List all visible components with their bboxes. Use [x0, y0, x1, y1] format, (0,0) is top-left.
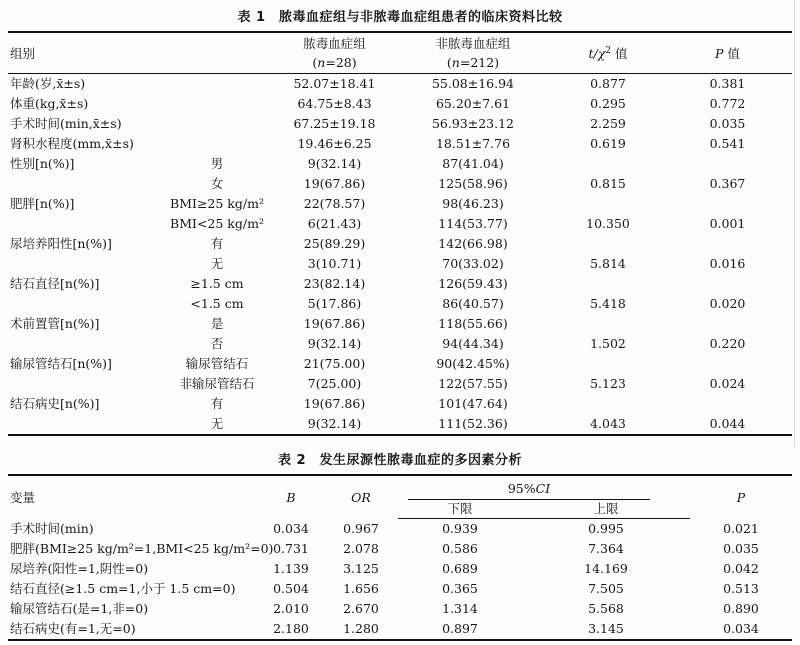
p-value-cell [663, 314, 792, 334]
ci-lower-cell: 0.689 [442, 561, 478, 576]
p-value-cell: 0.381 [709, 76, 746, 91]
row-label-cell: 结石直径(≥1.5 cm=1,小于 1.5 cm=0) [10, 581, 236, 596]
sepsis-value-cell: 64.75±8.43 [297, 96, 372, 111]
sub-label-cell: ≥1.5 cm [190, 276, 244, 291]
ci-upper-cell: 0.995 [588, 521, 624, 536]
statistic-value-cell: 0.815 [590, 176, 626, 191]
table-row [8, 294, 792, 314]
ci-lower-cell: 0.586 [442, 541, 478, 556]
nonsepsis-value-cell: 111(52.36) [438, 416, 508, 431]
sub-label-cell [158, 114, 276, 134]
nonsepsis-value-cell: 56.93±23.12 [431, 116, 515, 131]
table2 [8, 474, 792, 641]
row-label-cell [8, 174, 158, 194]
row-label-cell: 手术时间(min) [10, 520, 94, 536]
p-value-cell: 0.772 [709, 96, 746, 111]
sepsis-value-cell: 22(78.57) [303, 196, 366, 211]
statistic-value-cell: 5.814 [590, 256, 626, 271]
nonsepsis-value-cell: 122(57.55) [438, 376, 508, 391]
p-value-cell: 0.034 [723, 621, 759, 636]
table-row [8, 579, 792, 599]
table1-body [8, 74, 792, 436]
table-row [8, 519, 792, 540]
table-row [8, 134, 792, 154]
table-row [8, 374, 792, 394]
p-value-cell [663, 394, 792, 414]
table-row [8, 194, 792, 214]
table-row [8, 539, 792, 559]
sepsis-value-cell: 52.07±18.41 [293, 76, 376, 91]
table2-header-ci-lower: 下限 [398, 500, 522, 519]
p-value-cell: 0.890 [723, 601, 759, 616]
table2-header-row1 [8, 475, 792, 500]
ci-upper-cell: 3.145 [588, 621, 624, 636]
ci-upper-cell: 7.364 [588, 541, 624, 556]
p-value-cell [663, 234, 792, 254]
row-label-cell: 结石病史(有=1,无=0) [10, 621, 136, 636]
row-label-cell: 尿培养(阳性=1,阴性=0) [10, 561, 149, 576]
sub-label-cell [158, 94, 276, 114]
b-value-cell: 2.180 [273, 621, 309, 636]
table-row [8, 599, 792, 619]
nonsepsis-value-cell: 87(41.04) [442, 156, 504, 171]
b-value-cell: 0.034 [273, 520, 309, 536]
sepsis-value-cell: 67.25±19.18 [293, 116, 376, 131]
nonsepsis-value-cell: 98(46.23) [442, 196, 504, 211]
p-value-cell: 0.513 [723, 581, 759, 596]
row-label-cell: 术前置管[n(%)] [10, 316, 100, 331]
ci-upper-cell: 5.568 [588, 601, 624, 616]
table1 [8, 31, 792, 436]
sepsis-value-cell: 19.46±6.25 [297, 136, 372, 151]
p-value-cell [663, 274, 792, 294]
n-symbol: n [451, 55, 460, 70]
row-label-cell [8, 294, 158, 314]
nonsepsis-value-cell: 125(58.96) [438, 176, 508, 191]
row-label-cell: 手术时间(min,x̄±s) [10, 116, 122, 131]
sub-label-cell [158, 134, 276, 154]
statistic-value-cell: 5.123 [590, 376, 626, 391]
table-row [8, 414, 792, 435]
nonsepsis-value-cell: 142(66.98) [438, 236, 508, 251]
b-value-cell: 1.139 [273, 561, 309, 576]
ci-lower-cell: 0.897 [442, 621, 478, 636]
statistic-value-cell: 2.259 [590, 116, 626, 131]
sepsis-value-cell: 19(67.86) [303, 176, 366, 191]
table2-header-pvalue: P [736, 489, 746, 505]
nonsepsis-group-n: (n=212) [446, 55, 500, 70]
table-row [8, 74, 792, 95]
nonsepsis-value-cell: 101(47.64) [438, 396, 508, 411]
row-label-cell [8, 254, 158, 274]
table-row [8, 174, 792, 194]
p-value-cell: 0.001 [709, 216, 746, 231]
or-value-cell: 2.670 [343, 601, 379, 616]
nonsepsis-value-cell: 70(33.02) [442, 256, 504, 271]
table-row [8, 354, 792, 374]
row-label-cell: 肥胖(BMI≥25 kg/m²=1,BMI<25 kg/m²=0) [10, 541, 274, 556]
table-row [8, 274, 792, 294]
table1-header-statistic: $t/\chi^2$ 值 [553, 32, 663, 74]
row-label-cell: 结石病史[n(%)] [10, 396, 100, 411]
statistic-value-cell [553, 394, 663, 414]
row-label-cell: 输尿管结石[n(%)] [10, 356, 112, 371]
table-row [8, 234, 792, 254]
table1-header-row [8, 32, 792, 74]
or-value-cell: 0.967 [343, 520, 379, 536]
b-value-cell: 0.731 [273, 541, 309, 556]
table1-header-group: 组别 [8, 32, 158, 74]
table1-title: 表 1 脓毒血症组与非脓毒血症组患者的临床资料比较 [237, 10, 563, 25]
statistic-value-cell: 0.619 [590, 136, 626, 151]
statistic-value-cell: 5.418 [590, 296, 626, 311]
ci-upper-cell: 14.169 [584, 561, 628, 576]
sepsis-value-cell: 6(21.43) [307, 216, 362, 231]
sepsis-group-name: 脓毒血症组 [303, 36, 366, 51]
row-label-cell: 体重(kg,x̄±s) [10, 96, 89, 111]
table-row [8, 214, 792, 234]
row-label-cell [8, 414, 158, 435]
table2-header-variable: 变量 [10, 490, 36, 506]
sepsis-value-cell: 9(32.14) [307, 156, 362, 171]
table-row [8, 559, 792, 579]
table1-header-sepsis [276, 32, 393, 74]
sepsis-value-cell: 7(25.00) [307, 376, 362, 391]
sub-label-cell: 输尿管结石 [185, 356, 249, 371]
sub-label-cell: BMI≥25 kg/m² [170, 196, 264, 211]
nonsepsis-value-cell: 118(55.66) [438, 316, 508, 331]
statistic-value-cell [553, 274, 663, 294]
sub-label-cell: 女 [210, 176, 224, 191]
sepsis-value-cell: 5(17.86) [307, 296, 362, 311]
table-row [8, 254, 792, 274]
statistic-value-cell [553, 154, 663, 174]
sub-label-cell: 男 [210, 156, 224, 171]
nonsepsis-value-cell: 126(59.43) [438, 276, 508, 291]
ci-lower-cell: 0.365 [442, 581, 478, 596]
p-value-cell: 0.024 [709, 376, 746, 391]
table2-title: 表 2 发生尿源性脓毒血症的多因素分析 [277, 453, 523, 468]
p-value-cell: 0.035 [723, 541, 759, 556]
nonsepsis-value-cell: 65.20±7.61 [435, 96, 511, 111]
or-value-cell: 3.125 [343, 561, 379, 576]
table1-header-subcol [158, 32, 276, 74]
statistic-value-cell: 1.502 [590, 336, 626, 351]
scan-edge-artifact [794, 0, 795, 446]
sepsis-value-cell: 21(75.00) [303, 356, 366, 371]
p-value-cell: 0.021 [723, 520, 759, 536]
sepsis-value-cell: 19(67.86) [303, 316, 366, 331]
statistic-value-cell [553, 314, 663, 334]
row-label-cell: 结石直径[n(%)] [10, 276, 100, 291]
or-value-cell: 1.656 [343, 581, 379, 596]
statistic-value-cell: 0.295 [590, 96, 626, 111]
row-label-cell: 性别[n(%)] [10, 156, 75, 171]
sepsis-value-cell: 25(89.29) [303, 236, 366, 251]
p-value-cell: 0.220 [709, 336, 746, 351]
statistic-value-cell [553, 194, 663, 214]
sub-label-cell: BMI<25 kg/m² [170, 216, 264, 231]
ci-label: 95%CI [408, 481, 650, 500]
table-row [8, 334, 792, 354]
sub-label-cell: 否 [210, 336, 224, 351]
ci-lower-cell: 0.939 [442, 521, 478, 536]
sub-label-cell: 是 [210, 316, 224, 331]
sepsis-group-n: (n=28) [312, 55, 357, 70]
p-value-cell: 0.016 [709, 256, 746, 271]
table2-header-ci-group [398, 475, 690, 500]
table-row [8, 314, 792, 334]
p-value-cell: 0.541 [709, 136, 746, 151]
table2-header-ci-upper: 上限 [522, 500, 690, 519]
table-row [8, 619, 792, 640]
table1-header-pvalue: P 值 [663, 32, 792, 74]
sub-label-cell: 无 [210, 256, 224, 271]
sub-label-cell: 无 [210, 416, 224, 431]
nonsepsis-value-cell: 94(44.34) [442, 336, 504, 351]
table1-header [8, 32, 792, 74]
nonsepsis-value-cell: 18.51±7.76 [435, 136, 511, 151]
table1-header-nonsepsis [393, 32, 553, 74]
row-label-cell [8, 214, 158, 234]
table2-header [8, 475, 792, 519]
p-value-cell: 0.042 [723, 561, 759, 576]
sub-label-cell: 有 [210, 236, 224, 251]
row-label-cell: 肾积水程度(mm,x̄±s) [10, 136, 134, 151]
or-value-cell: 1.280 [343, 621, 379, 636]
p-value-cell: 0.035 [709, 116, 746, 131]
table2-header-b: B [286, 489, 296, 505]
nonsepsis-value-cell: 90(42.45%) [436, 356, 510, 371]
row-label-cell [8, 334, 158, 354]
ci-lower-cell: 1.314 [442, 601, 478, 616]
table-row [8, 94, 792, 114]
statistic-value-cell: 0.877 [590, 76, 626, 91]
p-value-cell [663, 154, 792, 174]
statistic-value-cell [553, 234, 663, 254]
sub-label-cell [158, 74, 276, 95]
table2-header-or: OR [351, 489, 371, 505]
sepsis-value-cell: 9(32.14) [307, 416, 362, 431]
n-symbol: n [317, 55, 326, 70]
or-value-cell: 2.078 [343, 541, 379, 556]
row-label-cell: 肥胖[n(%)] [10, 196, 75, 211]
table-row [8, 154, 792, 174]
sub-label-cell: 非输尿管结石 [179, 376, 255, 391]
row-label-cell: 年龄(岁,x̄±s) [10, 76, 86, 91]
row-label-cell [8, 374, 158, 394]
p-value-cell: 0.044 [709, 416, 746, 431]
row-label-cell: 尿培养阳性[n(%)] [10, 236, 112, 251]
row-label-cell: 输尿管结石(是=1,非=0) [10, 601, 149, 616]
b-value-cell: 0.504 [273, 581, 309, 596]
sub-label-cell: 有 [210, 396, 224, 411]
table-row [8, 114, 792, 134]
p-value-cell: 0.020 [709, 296, 746, 311]
ci-upper-cell: 7.505 [588, 581, 624, 596]
table-row [8, 394, 792, 414]
statistic-value-cell: 10.350 [586, 216, 630, 231]
sepsis-value-cell: 3(10.71) [307, 256, 362, 271]
nonsepsis-value-cell: 55.08±16.94 [431, 76, 515, 91]
nonsepsis-group-name: 非脓毒血症组 [435, 36, 511, 51]
p-value-cell [663, 194, 792, 214]
p-value-cell: 0.367 [709, 176, 746, 191]
b-value-cell: 2.010 [273, 601, 309, 616]
sub-label-cell: <1.5 cm [190, 296, 244, 311]
sepsis-value-cell: 23(82.14) [303, 276, 366, 291]
nonsepsis-value-cell: 86(40.57) [442, 296, 504, 311]
nonsepsis-value-cell: 114(53.77) [438, 216, 508, 231]
table2-body [8, 519, 792, 641]
sepsis-value-cell: 9(32.14) [307, 336, 362, 351]
sepsis-value-cell: 19(67.86) [303, 396, 366, 411]
statistic-value-cell: 4.043 [590, 416, 626, 431]
statistic-value-cell [553, 354, 663, 374]
p-value-cell [663, 354, 792, 374]
